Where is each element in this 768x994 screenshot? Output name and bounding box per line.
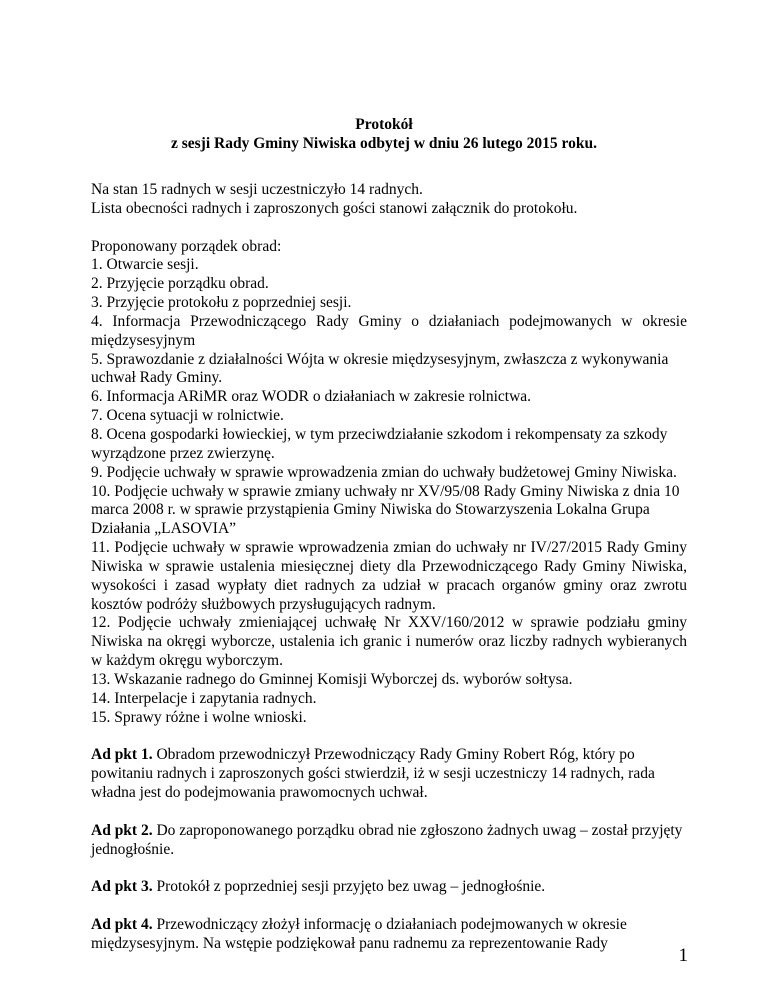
agenda-item-9: 9. Podjęcie uchwały w sprawie wprowadzenia zmian do uchwały budżetowej Gminy Niwiska. (91, 463, 677, 481)
agenda-item-12: 12. Podjęcie uchwały zmieniającej uchwałę Nr XXV/160/2012 w sprawie podziału gminy Niwiska na okręgi wyborcze, ustalenia ich granic i numerów oraz liczby radnych wybieranych w każdym okręgu wyborczym. (91, 614, 687, 670)
agenda-item-6: 6. Informacja ARiMR oraz WODR o działaniach w zakresie rolnictwa. (91, 388, 532, 406)
agenda-item-7: 7. Ocena sytuacji w rolnictwie. (91, 407, 284, 425)
minutes-point-text: Przewodniczący złożył informację o działaniach podejmowanych w okresie międzysesyjnym. Na wstępie podziękował panu radnemu za reprezentowanie Rady (91, 915, 627, 952)
minutes-point-3 (91, 878, 687, 897)
agenda-item-11: 11. Podjęcie uchwały w sprawie wprowadzenia zmian do uchwały nr IV/27/2015 Rady Gminy Niwiska w sprawie ustalenia miesięcznej diety dla Przewodniczącego Rady Gminy Niwiska, wysokości i zasad wypłaty diet radnych za udział w pracach organów gminy oraz zwrotu kosztów podróży służbowych przysługujących radnym. (91, 539, 687, 613)
agenda-heading: Proponowany porządek obrad: (91, 237, 282, 255)
page-number: 1 (678, 945, 688, 966)
minutes-point-label: Ad pkt 4. (91, 915, 153, 933)
agenda-item-14: 14. Interpelacje i zapytania radnych. (91, 689, 317, 707)
minutes-point-1 (91, 746, 687, 803)
minutes-point-label: Ad pkt 3. (91, 878, 153, 896)
agenda-item-5: 5. Sprawozdanie z działalności Wójta w okresie międzysesyjnym, zwłaszcza z wykonywania uchwał Rady Gminy. (91, 350, 669, 387)
document-body (91, 181, 687, 954)
minutes-point-text: Do zaproponowanego porządku obrad nie zgłoszono żadnych uwag – został przyjęty jednogłośnie. (91, 821, 683, 858)
agenda-item-10: 10. Podjęcie uchwały w sprawie zmiany uchwały nr XV/95/08 Rady Gminy Niwiska z dnia 10 marca 2008 r. w sprawie przystąpienia Gminy Niwiska do Stowarzyszenia Lokalna Grupa Działania „LASOVIA” (91, 482, 680, 538)
intro-attendance: Na stan 15 radnych w sesji uczestniczyło 14 radnych. (91, 181, 423, 198)
minutes-point-2 (91, 822, 687, 860)
title-line-session: z sesji Rady Gminy Niwiska odbytej w dniu 26 lutego 2015 roku. (170, 135, 597, 152)
minutes-point-label: Ad pkt 1. (91, 746, 153, 764)
agenda-item-15: 15. Sprawy różne i wolne wnioski. (91, 708, 307, 726)
agenda-item-1: 1. Otwarcie sesji. (91, 256, 199, 274)
intro-attendance-list: Lista obecności radnych i zaproszonych gości stanowi załącznik do protokołu. (91, 199, 578, 217)
agenda-item-4: 4. Informacja Przewodniczącego Rady Gminy o działaniach podejmowanych w okresie międzysesyjnym (91, 312, 687, 349)
agenda-item-13: 13. Wskazanie radnego do Gminnej Komisji Wyborczej ds. wyborów sołtysa. (91, 670, 573, 688)
minutes-point-text: Obradom przewodniczył Przewodniczący Rady Gminy Robert Róg, który po powitaniu radnych i zaproszonych gości stwierdził, iż w sesji uczestniczy 14 radnych, rada władna jest do podejmowania prawomocnych uchwał. (91, 746, 655, 801)
agenda-item-2: 2. Przyjęcie porządku obrad. (91, 275, 269, 293)
minutes-point-text: Protokół z poprzedniej sesji przyjęto bez uwag – jednogłośnie. (156, 878, 546, 896)
minutes-point-label: Ad pkt 2. (91, 821, 153, 839)
document-title (0, 115, 768, 153)
agenda-item-3: 3. Przyjęcie protokołu z poprzedniej sesji. (91, 294, 352, 312)
title-line-protokol: Protokół (355, 116, 413, 133)
agenda-item-8: 8. Ocena gospodarki łowieckiej, w tym przeciwdziałanie szkodom i rekompensaty za szkody wyrządzone przez zwierzynę. (91, 425, 668, 462)
minutes-point-4 (91, 916, 687, 954)
